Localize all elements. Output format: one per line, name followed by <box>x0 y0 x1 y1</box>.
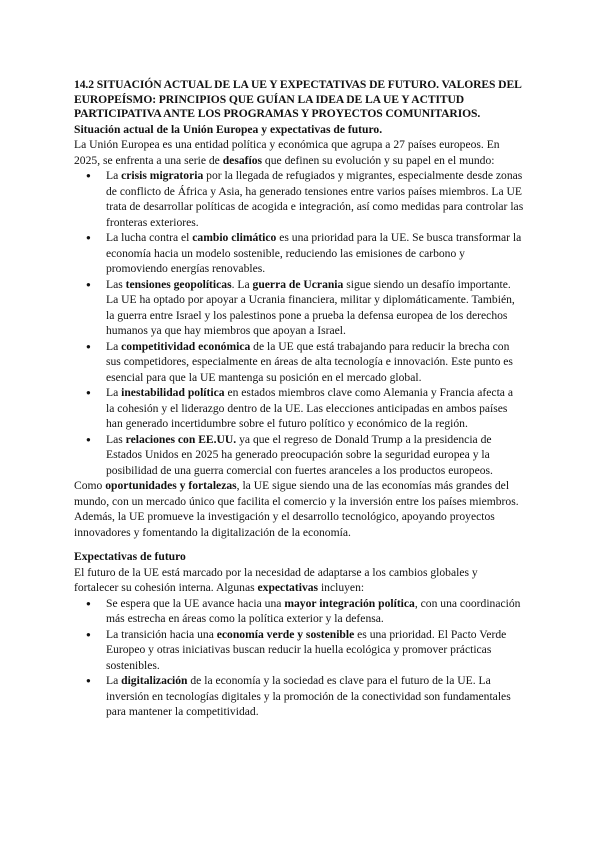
spacer <box>74 540 524 549</box>
list-item: ● La digitalización de la economía y la sociedad es clave para el futuro de la UE. La inversión en tecnologías digitales y la promoción de la conectividad son fundamentales para mantener la competitividad. <box>106 673 524 720</box>
list-item: ● La competitividad económica de la UE que está trabajando para reducir la brecha con sus competidores, especialmente en áreas de alta tecnología e innovación. Este punto es esencial para que la UE mantenga su posición en el mercado global. <box>106 339 524 386</box>
list-item: ● Las relaciones con EE.UU. ya que el regreso de Donald Trump a la presidencia de Estados Unidos en 2025 ha generado preocupación sobre la seguridad europea y la posibilidad de una guerra comercial con fuertes aranceles a los productos europeos. <box>106 432 524 479</box>
opportunities-paragraph: Como oportunidades y fortalezas, la UE sigue siendo una de las economías más grandes del mundo, con un mercado único que facilita el comercio y la inversión entre los países miembros. Además, la UE promueve la investigación y el desarrollo tecnológico, apoyando proyectos innovadores y fomentando la digitalización de la economía. <box>74 479 519 539</box>
list-item: ● Las tensiones geopolíticas. La guerra de Ucrania sigue siendo un desafío importante. La UE ha optado por apoyar a Ucrania financiera, militar y diplomáticamente. También, la guerra entre Israel y los palestinos pone a prueba la defensa europea de los derechos humanos ya que hay miembros que apoyan a Israel. <box>106 277 524 339</box>
challenges-list <box>74 168 524 478</box>
section-heading-future-expectations: Expectativas de futuro <box>74 550 186 563</box>
section-heading-current-situation: Situación actual de la Unión Europea y expectativas de futuro. <box>74 122 383 136</box>
list-item: ● Se espera que la UE avance hacia una mayor integración política, con una coordinación más estrecha en áreas como la política exterior y la defensa. <box>106 596 524 627</box>
section-intro: El futuro de la UE está marcado por la necesidad de adaptarse a los cambios globales y fortalecer su cohesión interna. Algunas expectativas incluyen: <box>74 565 478 594</box>
list-item: ● La transición hacia una economía verde y sostenible es una prioridad. El Pacto Verde Europeo y otras iniciativas buscan reducir la huella ecológica y promover prácticas sostenibles. <box>106 627 524 674</box>
list-item: ● La lucha contra el cambio climático es una prioridad para la UE. Se busca transformar la economía hacia un modelo sostenible, reduciendo las emisiones de carbono y promoviendo energías renovables. <box>106 230 524 277</box>
list-item: ● La crisis migratoria por la llegada de refugiados y migrantes, especialmente desde zonas de conflicto de África y Asia, ha generado tensiones entre varios países miembros. La UE trata de desarrollar políticas de acogida e integración, así como medidas para controlar las fronteras exteriores. <box>106 168 524 230</box>
document-title: 14.2 SITUACIÓN ACTUAL DE LA UE Y EXPECTATIVAS DE FUTURO. VALORES DEL EUROPEÍSMO: PRINCIPIOS QUE GUÍAN LA IDEA DE LA UE Y ACTITUD PARTICIPATIVA ANTE LOS PROGRAMAS Y PROYECTOS COMUNITARIOS. <box>74 78 522 120</box>
section-intro: La Unión Europea es una entidad política y económica que agrupa a 27 países europeos. En 2025, se enfrenta a una serie de desafíos que definen su evolución y su papel en el mundo: <box>74 138 500 167</box>
expectations-list <box>74 596 524 720</box>
list-item: ● La inestabilidad política en estados miembros clave como Alemania y Francia afecta a la cohesión y el liderazgo dentro de la UE. Las elecciones anticipadas en ambos países han generado incertidumbre sobre el futuro político y económico de la región. <box>106 385 524 432</box>
